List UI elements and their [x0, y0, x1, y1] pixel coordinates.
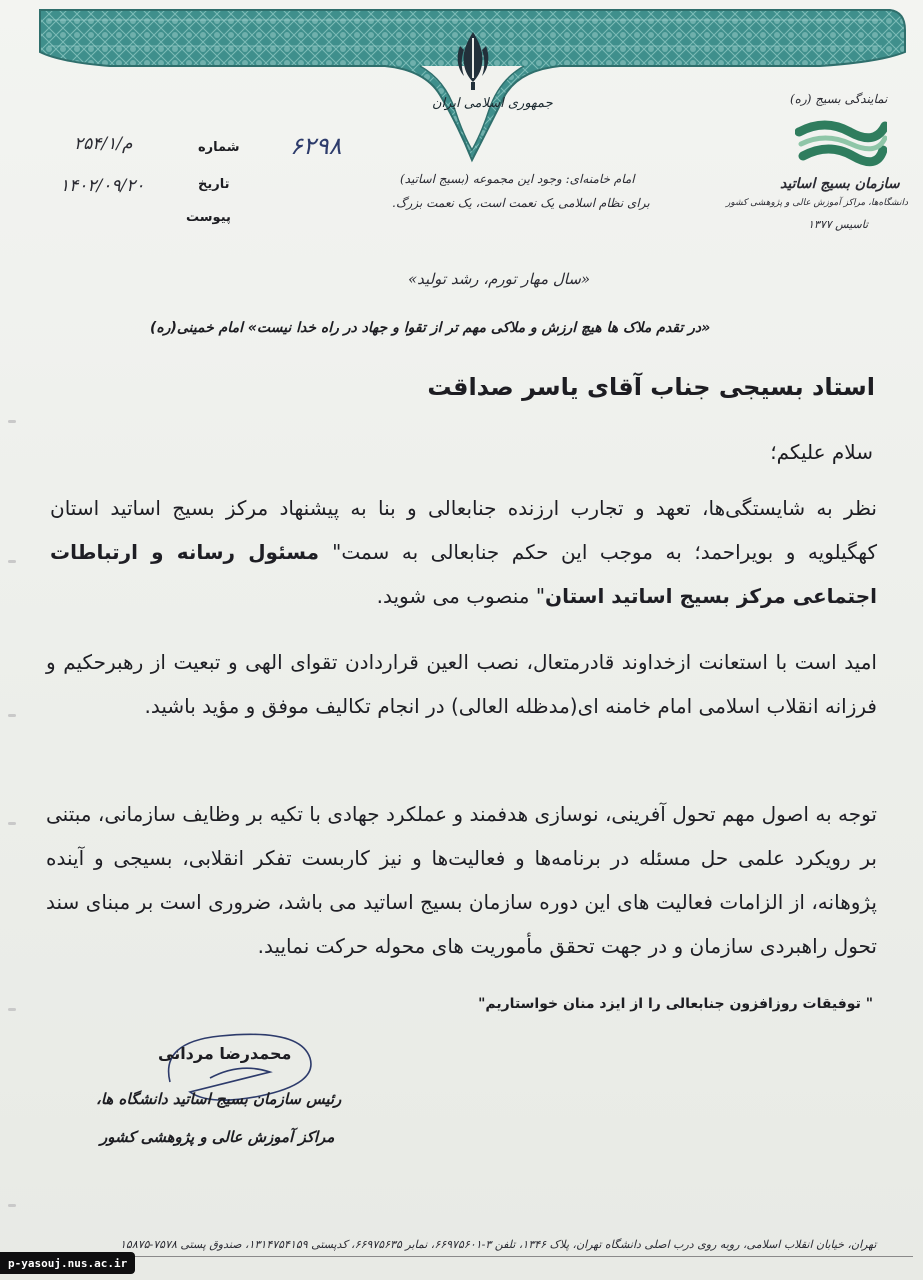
imam-quote-line1: امام خامنه‌ای: وجود این مجموعه (بسیج اساتید) — [400, 172, 635, 186]
closing-line: " توفیقات روزافزون جنابعالی را از ایزد منان خواستاریم" — [478, 996, 873, 1012]
org-subtitle: دانشگاه‌ها، مراکز آموزش عالی و پژوهشی کشور — [726, 198, 908, 208]
paragraph-appointment-end: " منصوب می شوید. — [376, 584, 546, 608]
signatory-title-line1: رئیس سازمان بسیج اساتید دانشگاه ها، — [96, 1090, 342, 1108]
org-founded: تاسیس ۱۳۷۷ — [808, 218, 869, 231]
margin-mark — [8, 1204, 16, 1207]
greeting: سلام علیکم؛ — [770, 440, 873, 464]
margin-mark — [8, 822, 16, 825]
addressee: استاد بسیجی جناب آقای یاسر صداقت — [427, 373, 875, 401]
attachment-label: پیوست — [186, 210, 231, 225]
letter-date: ۱۴۰۲/۰۹/۲۰ — [60, 176, 145, 196]
paragraph-appointment-text: نظر به شایستگی‌ها، تعهد و تجارب ارزنده جنابعالی و بنا به پیشنهاد مرکز بسیج اساتید استان کهگیلویه و بویراحمد؛ به موجب این حکم جنابعالی به سمت" — [50, 496, 877, 564]
paragraph-guidance: توجه به اصول مهم تحول آفرینی، نوسازی هدفمند و عملکرد جهادی با تکیه بر وظایف سازمانی، مبتنی بر رویکرد علمی حل مسئله در برنامه‌ها و فعالیت‌ها و نیز کاربست تفکر انقلابی، بسیجی و آینده پژوهانه، از الزامات فعالیت های این دوره سازمان بسیج اساتید می باشد، ضروری است بر مبنای سند تحول راهبردی سازمان و در جهت تحقق مأموریت های محوله حرکت نمایید. — [46, 802, 877, 958]
number-label: شماره — [198, 140, 240, 155]
margin-mark — [8, 420, 16, 423]
margin-mark — [8, 560, 16, 563]
org-name: سازمان بسیج اساتید — [780, 176, 900, 192]
signatory-name: محمدرضا مردانی — [158, 1044, 292, 1063]
republic-text: جمهوری اسلامی ایران — [432, 96, 553, 111]
margin-mark — [8, 1008, 16, 1011]
date-label: تاریخ — [198, 177, 230, 192]
paragraph-appointment — [50, 486, 877, 618]
letter-number: ۲۵۴/۱/م — [74, 134, 133, 154]
organization-logo-icon — [795, 112, 887, 170]
signatory-title-line2: مراکز آموزش عالی و پژوهشی کشور — [100, 1128, 335, 1146]
emblem-icon — [452, 28, 494, 92]
handwritten-number: ۶۲۹۸ — [290, 132, 342, 160]
top-quote: «در تقدم ملاک ها هیچ ارزش و ملاکی مهم تر از تقوا و جهاد در راه خدا نیست» امام خمینی(ره) — [150, 320, 711, 336]
org-top-text: نمایندگی بسیج (ره) — [790, 92, 888, 106]
paragraph-hope: امید است با استعانت ازخداوند قادرمتعال، نصب العین قراردادن تقوای الهی و تبعیت از رهبرحکیم و فرزانه انقلاب اسلامی امام خامنه ای(مدظله العالی) در انجام تکالیف موفق و مؤید باشید. — [46, 650, 877, 718]
watermark-text: p-yasouj.nus.ac.ir — [8, 1256, 128, 1270]
position-title: مسئول رسانه و ارتباطات اجتماعی مرکز بسیج اساتید استان — [50, 540, 877, 608]
footer-divider — [10, 1256, 913, 1257]
watermark-badge — [0, 1252, 135, 1274]
imam-quote-line2: برای نظام اسلامی یک نعمت است، یک نعمت بزرگ. — [392, 196, 650, 210]
footer-address: تهران، خیابان انقلاب اسلامی، روبه روی درب اصلی دانشگاه تهران، پلاک ۱۳۴۶، تلفن ۳-۶۶۹۷۵۶۰۱، نمابر ۶۶۹۷۵۶۳۵، کدپستی ۱۳۱۴۷۵۴۱۵۹، صندوق پستی ۷۵۷۸-۱۵۸۷۵ — [120, 1238, 877, 1251]
margin-mark — [8, 714, 16, 717]
year-motto: «سال مهار تورم، رشد تولید» — [408, 270, 591, 288]
